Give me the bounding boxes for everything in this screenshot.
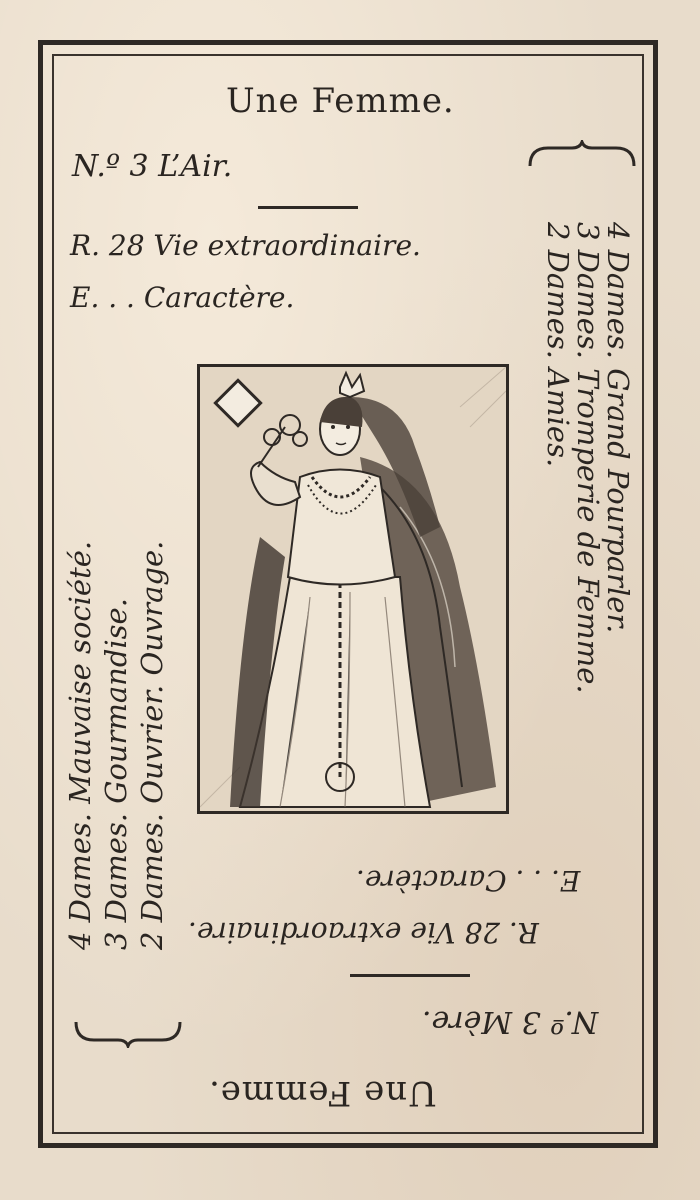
right-meaning-4: 4 Dames. Grand Pourparler. (601, 222, 635, 634)
queen-illustration (197, 364, 509, 814)
reading-e-top: E. . . Caractère. (70, 281, 295, 314)
left-meaning-4: 4 Dames. Mauvaise société. (63, 540, 97, 950)
card-title-top: Une Femme. (226, 81, 455, 121)
card-number-top: N.º 3 L’Air. (72, 149, 233, 184)
card-number-bottom: N.º 3 Mère. (422, 1004, 599, 1039)
reading-e-bottom: E. . . Caractère. (356, 864, 581, 897)
left-meaning-3: 3 Dames. Gourmandise. (99, 598, 133, 950)
divider-top (258, 206, 358, 209)
left-meaning-2: 2 Dames. Ouvrier. Ouvrage. (135, 540, 169, 950)
right-meaning-2: 2 Dames. Amies. (541, 222, 575, 468)
brace-top-icon (528, 140, 636, 170)
divider-bottom (350, 974, 470, 977)
queen-figure-icon (200, 367, 506, 811)
reading-r-top: R. 28 Vie extraordinaire. (70, 229, 421, 262)
card-title-bottom: Une Femme. (208, 1073, 437, 1113)
right-meaning-3: 3 Dames. Tromperie de Femme. (571, 222, 605, 694)
diamond-icon (215, 380, 260, 425)
reading-r-bottom: R. 28 Vie extraordinaire. (188, 916, 539, 949)
brace-bottom-icon (74, 1018, 182, 1048)
